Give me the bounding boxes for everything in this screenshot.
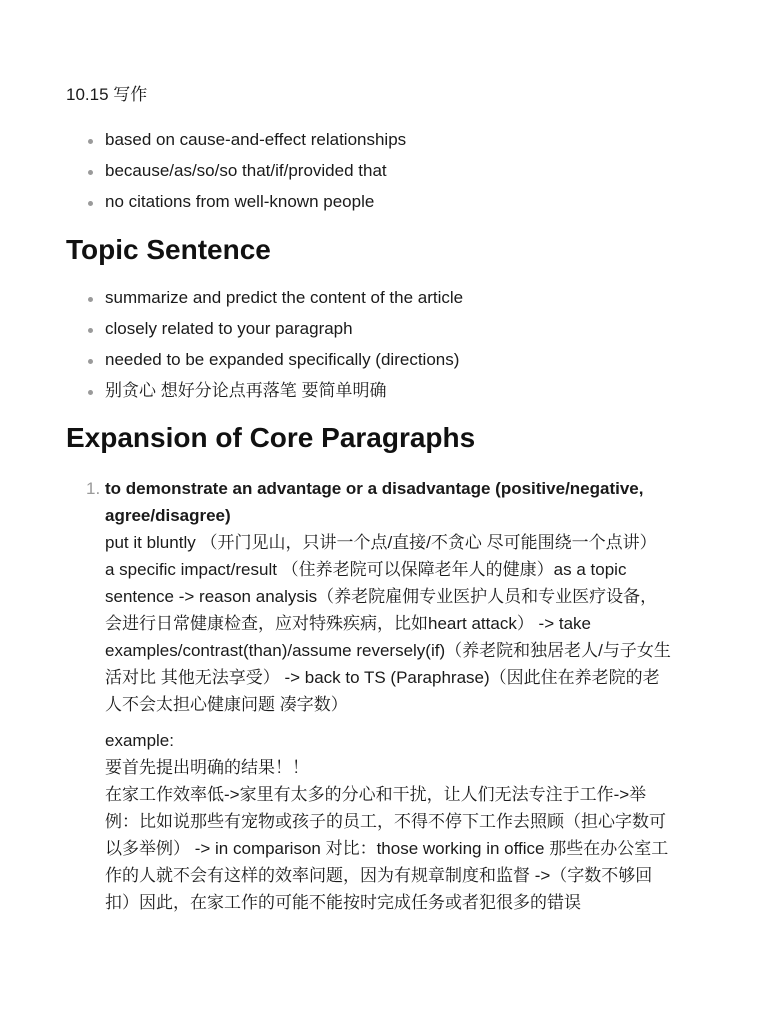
example-line: example: (105, 731, 174, 750)
topic-sentence-list (88, 282, 728, 406)
intro-list (88, 124, 728, 217)
example-line: 例：比如说那些有宠物或孩子的员工，不得不停下工作去照顾（担心字数可 (105, 812, 666, 831)
item-title-line: agree/disagree) (105, 506, 231, 525)
example-line: 扣）因此，在家工作的可能不能按时完成任务或者犯很多的错误 (105, 893, 581, 912)
list-item: summarize and predict the content of the article (88, 282, 728, 313)
item-body-line: examples/contrast(than)/assume reversely(if)（养老院和独居老人/与子女生 (105, 641, 671, 660)
expansion-item-1 (105, 475, 715, 916)
item-body-line: 会进行日常健康检查，应对特殊疾病，比如heart attack） -> take (105, 614, 591, 633)
example-line: 以多举例） -> in comparison 对比：those working in office 那些在办公室工 (105, 839, 669, 858)
paragraph-gap (105, 718, 715, 727)
list-item: 别贪心 想好分论点再落笔 要简单明确 (88, 375, 728, 406)
example-line: 作的人就不会有这样的效率问题，因为有规章制度和监督 ->（字数不够回 (105, 866, 653, 885)
item-body-line: 活对比 其他无法享受） -> back to TS (Paraphrase)（因此住在养老院的老 (105, 668, 660, 687)
list-item: needed to be expanded specifically (directions) (88, 344, 728, 375)
expansion-heading: Expansion of Core Paragraphs (66, 422, 476, 453)
list-item: based on cause-and-effect relationships (88, 124, 728, 155)
example-line: 要首先提出明确的结果！！ (105, 758, 309, 777)
list-item: no citations from well-known people (88, 186, 728, 217)
item-body-line: put it bluntly （开门见山，只讲一个点/直接/不贪心 尽可能围绕一个点讲） (105, 533, 657, 552)
list-item: closely related to your paragraph (88, 313, 728, 344)
example-line: 在家工作效率低->家里有太多的分心和干扰，让人们无法专注于工作->举 (105, 785, 647, 804)
item-title-line: to demonstrate an advantage or a disadvantage (positive/negative, (105, 479, 644, 498)
item-body-line: sentence -> reason analysis（养老院雇佣专业医护人员和专业医疗设备， (105, 587, 658, 606)
date-line: 10.15 写作 (66, 85, 148, 104)
item-body-line: 人不会太担心健康问题 凑字数） (105, 695, 348, 714)
item-body-line: a specific impact/result （住养老院可以保障老年人的健康）as a topic (105, 560, 627, 579)
list-number: 1. (86, 479, 101, 498)
topic-sentence-heading: Topic Sentence (66, 234, 271, 265)
list-item: because/as/so/so that/if/provided that (88, 155, 728, 186)
